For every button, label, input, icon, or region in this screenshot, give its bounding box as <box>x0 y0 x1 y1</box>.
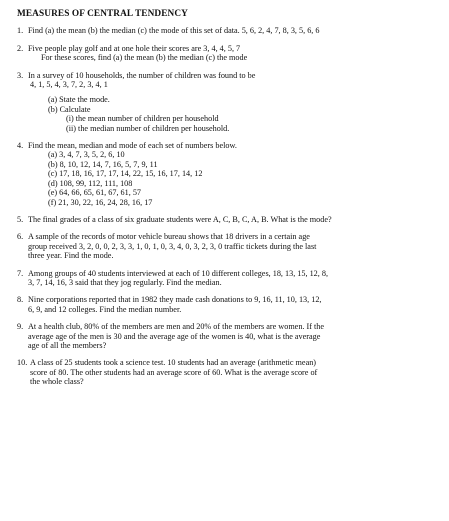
question-number: 10. <box>17 358 28 368</box>
question-text: Among groups of 40 students interviewed at each of 10 different colleges, 18, 13, 15, 12, 8, <box>28 268 328 278</box>
question-number: 4. <box>17 141 24 151</box>
question-text: average age of the men is 30 and the average age of the women is 40, what is the average <box>28 331 321 341</box>
question-text: age of all the members? <box>28 340 107 350</box>
question-text: 3, 7, 14, 16, 3 said that they jog regularly. Find the median. <box>28 277 222 287</box>
question-8 <box>17 295 435 314</box>
page-title: MEASURES OF CENTRAL TENDENCY <box>17 9 188 19</box>
question-text: score of 80. The other students had an average score of 60. What is the average score of <box>30 367 318 377</box>
question-number: 2. <box>17 43 24 53</box>
question-part: (c) 17, 18, 16, 17, 17, 14, 22, 15, 16, 17, 14, 12 <box>48 169 203 179</box>
question-text: At a health club, 80% of the members are men and 20% of the members are women. If the <box>28 322 325 332</box>
question-text: In a survey of 10 households, the number of children was found to be <box>28 70 256 80</box>
question-part: (a) State the mode. <box>48 95 110 105</box>
question-text: The final grades of a class of six graduate students were A, C, B, C, A, B. What is the mode? <box>28 214 332 224</box>
question-9 <box>17 322 435 350</box>
question-6 <box>17 232 435 260</box>
question-2 <box>17 44 435 63</box>
question-text: For these scores, find (a) the mean (b) the median (c) the mode <box>41 53 248 63</box>
question-10 <box>17 358 435 386</box>
question-text: 6, 9, and 12 colleges. Find the median number. <box>28 304 182 314</box>
question-text: A sample of the records of motor vehicle bureau shows that 18 drivers in a certain age <box>28 232 310 242</box>
question-subpart: (ii) the median number of children per household. <box>66 123 230 133</box>
question-text: the whole class? <box>30 377 84 387</box>
question-4 <box>17 141 435 207</box>
question-number: 1. <box>17 26 24 36</box>
question-text: Find (a) the mean (b) the median (c) the mode of this set of data. 5, 6, 2, 4, 7, 8, 3, 5, 6, 6 <box>28 26 320 36</box>
question-number: 6. <box>17 232 24 242</box>
question-1 <box>17 26 435 35</box>
question-part: (b) 8, 10, 12, 14, 7, 16, 5, 7, 9, 11 <box>48 159 158 169</box>
question-text: Five people play golf and at one hole their scores are 3, 4, 4, 5, 7 <box>28 43 241 53</box>
question-5 <box>17 215 435 224</box>
question-part: (d) 108, 99, 112, 111, 108 <box>48 178 133 188</box>
question-text: A class of 25 students took a science test. 10 students had an average (arithmetic mean) <box>30 358 317 368</box>
question-data: 4, 1, 5, 4, 3, 7, 2, 3, 4, 1 <box>30 80 108 90</box>
question-number: 8. <box>17 295 24 305</box>
question-number: 3. <box>17 70 24 80</box>
question-part: (b) Calculate <box>48 104 91 114</box>
question-text: Nine corporations reported that in 1982 they made cash donations to 9, 16, 11, 10, 13, 12, <box>28 295 322 305</box>
question-part: (a) 3, 4, 7, 3, 5, 2, 6, 10 <box>48 150 125 160</box>
question-number: 9. <box>17 322 24 332</box>
question-text: group received 3, 2, 0, 0, 2, 3, 3, 1, 0, 1, 0, 3, 4, 0, 3, 2, 3, 0 traffic tickets during the last <box>28 241 317 251</box>
question-number: 5. <box>17 214 24 224</box>
question-number: 7. <box>17 268 24 278</box>
question-part: (e) 64, 66, 65, 61, 67, 61, 57 <box>48 188 142 198</box>
question-3 <box>17 71 435 133</box>
question-text: three year. Find the mode. <box>28 251 114 261</box>
question-7 <box>17 269 435 288</box>
question-subpart: (i) the mean number of children per household <box>66 114 219 124</box>
question-part: (f) 21, 30, 22, 16, 24, 28, 16, 17 <box>48 197 153 207</box>
question-text: Find the mean, median and mode of each set of numbers below. <box>28 141 237 151</box>
